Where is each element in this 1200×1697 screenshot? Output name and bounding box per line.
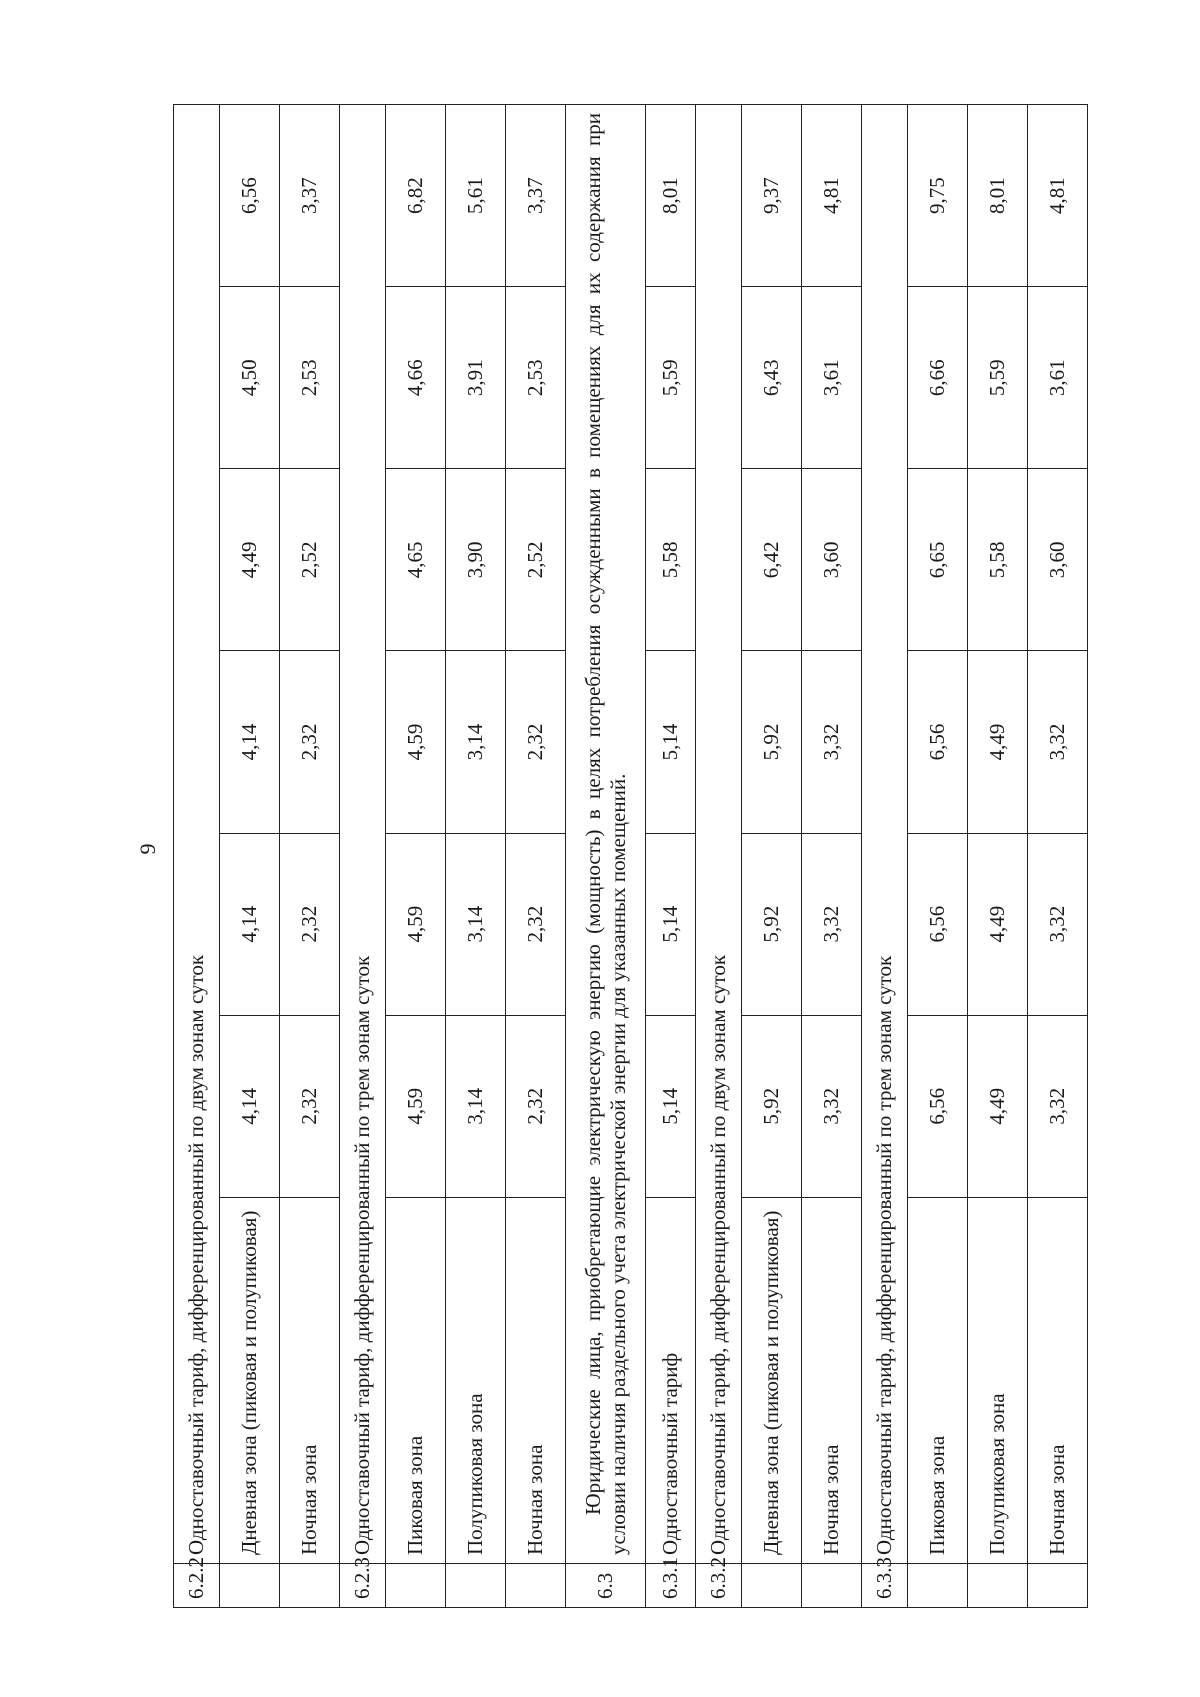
tariff-value: 3,32	[1028, 651, 1088, 833]
zone-label: Пиковая зона	[908, 1197, 968, 1563]
tariff-value: 5,59	[968, 287, 1028, 469]
zone-label: Одноставочный тариф	[646, 1197, 696, 1563]
row-code	[1028, 1563, 1088, 1607]
tariff-value: 5,92	[742, 1015, 802, 1197]
section-title: Одноставочный тариф, дифференцированный по двум зонам суток	[174, 105, 220, 1564]
tariff-value: 4,59	[386, 651, 446, 833]
tariff-value: 3,37	[280, 105, 340, 287]
tariff-value: 2,52	[280, 469, 340, 651]
tariff-value: 2,32	[506, 651, 566, 833]
tariff-value: 5,14	[646, 1015, 696, 1197]
row-code: 6.2.2	[174, 1563, 220, 1607]
section-row	[566, 105, 646, 1608]
row-code	[968, 1563, 1028, 1607]
tariff-value: 3,32	[802, 833, 862, 1015]
tariff-value: 2,32	[280, 833, 340, 1015]
tariff-value: 9,75	[908, 105, 968, 287]
tariff-value: 3,32	[802, 651, 862, 833]
row-code	[908, 1563, 968, 1607]
tariff-value: 6,66	[908, 287, 968, 469]
table-row	[446, 105, 506, 1608]
row-code: 6.2.3	[340, 1563, 386, 1607]
row-code: 6.3.1	[646, 1563, 696, 1607]
tariff-value: 3,60	[1028, 469, 1088, 651]
tariff-value: 5,14	[646, 651, 696, 833]
tariff-value: 4,14	[220, 833, 280, 1015]
tariff-value: 3,32	[1028, 1015, 1088, 1197]
tariff-value: 2,32	[506, 833, 566, 1015]
tariff-value: 3,32	[802, 1015, 862, 1197]
tariff-value: 6,43	[742, 287, 802, 469]
tariff-value: 5,61	[446, 105, 506, 287]
tariff-value: 6,56	[908, 833, 968, 1015]
tariff-value: 6,42	[742, 469, 802, 651]
tariff-value: 2,32	[506, 1015, 566, 1197]
tariff-value: 5,58	[646, 469, 696, 651]
table-row	[506, 105, 566, 1608]
table-row	[220, 105, 280, 1608]
tariff-value: 3,32	[1028, 833, 1088, 1015]
table-row	[742, 105, 802, 1608]
row-code	[386, 1563, 446, 1607]
table-row	[908, 105, 968, 1608]
tariff-value: 9,37	[742, 105, 802, 287]
section-row	[340, 105, 386, 1608]
tariff-value: 4,49	[220, 469, 280, 651]
tariff-value: 5,58	[968, 469, 1028, 651]
table-row	[386, 105, 446, 1608]
tariff-value: 5,92	[742, 651, 802, 833]
table-row	[646, 105, 696, 1608]
table-row	[802, 105, 862, 1608]
tariff-value: 5,92	[742, 833, 802, 1015]
zone-label: Дневная зона (пиковая и полупиковая)	[742, 1197, 802, 1563]
tariff-value: 5,14	[646, 833, 696, 1015]
tariff-value: 3,14	[446, 833, 506, 1015]
tariff-value: 4,14	[220, 651, 280, 833]
tariff-value: 6,56	[220, 105, 280, 287]
tariff-value: 8,01	[646, 105, 696, 287]
zone-label: Ночная зона	[280, 1197, 340, 1563]
zone-label: Ночная зона	[1028, 1197, 1088, 1563]
tariff-value: 2,32	[280, 651, 340, 833]
tariff-value: 6,65	[908, 469, 968, 651]
table-row	[968, 105, 1028, 1608]
section-row	[174, 105, 220, 1608]
row-code	[280, 1563, 340, 1607]
row-code	[446, 1563, 506, 1607]
tariff-value: 4,50	[220, 287, 280, 469]
tariff-value: 5,59	[646, 287, 696, 469]
section-title: Одноставочный тариф, дифференцированный по трем зонам суток	[340, 105, 386, 1564]
zone-label: Ночная зона	[506, 1197, 566, 1563]
zone-label: Полупиковая зона	[446, 1197, 506, 1563]
tariff-value: 2,52	[506, 469, 566, 651]
tariff-value: 3,37	[506, 105, 566, 287]
section-row	[696, 105, 742, 1608]
tariff-value: 3,90	[446, 469, 506, 651]
tariff-value: 4,81	[802, 105, 862, 287]
zone-label: Дневная зона (пиковая и полупиковая)	[220, 1197, 280, 1563]
zone-label: Полупиковая зона	[968, 1197, 1028, 1563]
tariff-value: 4,49	[968, 651, 1028, 833]
tariff-value: 2,53	[280, 287, 340, 469]
tariff-value: 6,82	[386, 105, 446, 287]
tariff-value: 4,81	[1028, 105, 1088, 287]
tariff-value: 6,56	[908, 651, 968, 833]
tariff-value: 2,32	[280, 1015, 340, 1197]
tariff-value: 4,49	[968, 1015, 1028, 1197]
tariff-value: 4,59	[386, 1015, 446, 1197]
tariff-value: 4,14	[220, 1015, 280, 1197]
row-code	[742, 1563, 802, 1607]
tariff-value: 4,66	[386, 287, 446, 469]
zone-label: Пиковая зона	[386, 1197, 446, 1563]
tariff-value: 4,49	[968, 833, 1028, 1015]
section-title: Одноставочный тариф, дифференцированный по трем зонам суток	[862, 105, 908, 1564]
section-row	[862, 105, 908, 1608]
tariff-value: 3,61	[1028, 287, 1088, 469]
tariff-value: 6,56	[908, 1015, 968, 1197]
row-code	[220, 1563, 280, 1607]
tariff-table	[173, 104, 1088, 1608]
row-code: 6.3.3	[862, 1563, 908, 1607]
tariff-value: 3,14	[446, 651, 506, 833]
tariff-value: 3,61	[802, 287, 862, 469]
tariff-value: 4,59	[386, 833, 446, 1015]
tariff-value: 3,14	[446, 1015, 506, 1197]
tariff-value: 2,53	[506, 287, 566, 469]
table-row	[1028, 105, 1088, 1608]
row-code: 6.3.2	[696, 1563, 742, 1607]
row-code: 6.3	[566, 1563, 646, 1607]
tariff-value: 3,60	[802, 469, 862, 651]
page-number: 9	[135, 843, 160, 855]
category-description: Юридические лица, приобретающие электрическую энергию (мощность) в целях потребления осужденными в помещениях для их содержания при условии наличия раздельного учета электрической энергии для указанных помещений.	[566, 105, 646, 1564]
table-row	[280, 105, 340, 1608]
zone-label: Ночная зона	[802, 1197, 862, 1563]
row-code	[802, 1563, 862, 1607]
tariff-value: 3,91	[446, 287, 506, 469]
table-rotation-wrapper	[173, 104, 1073, 1608]
tariff-table-body	[174, 105, 1088, 1608]
section-title: Одноставочный тариф, дифференцированный по двум зонам суток	[696, 105, 742, 1564]
tariff-value: 4,65	[386, 469, 446, 651]
row-code	[506, 1563, 566, 1607]
tariff-value: 8,01	[968, 105, 1028, 287]
